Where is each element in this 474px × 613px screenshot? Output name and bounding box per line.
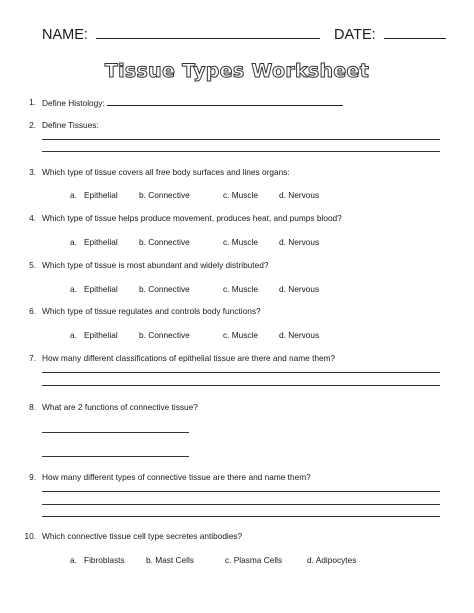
option-d[interactable]: d. Nervous bbox=[279, 190, 320, 200]
date-label: DATE: bbox=[334, 27, 376, 43]
option-a-letter[interactable]: a. bbox=[70, 330, 77, 340]
option-a-letter[interactable]: a. bbox=[70, 555, 77, 565]
option-a-letter[interactable]: a. bbox=[70, 237, 77, 247]
name-label: NAME: bbox=[42, 27, 88, 43]
question-number: 9. bbox=[29, 472, 36, 482]
question-text: Which type of tissue covers all free body surfaces and lines organs: bbox=[42, 167, 290, 177]
option-c[interactable]: c. Plasma Cells bbox=[225, 555, 283, 565]
question-number: 10. bbox=[24, 531, 36, 541]
option-a-letter[interactable]: a. bbox=[70, 190, 77, 200]
question-text: Define Histology: bbox=[42, 98, 105, 108]
question-text: How many different types of connective tissue are there and name them? bbox=[42, 472, 311, 482]
option-a[interactable]: Epithelial bbox=[84, 330, 118, 340]
answer-line[interactable] bbox=[107, 97, 343, 106]
question-text: Define Tissues: bbox=[42, 120, 99, 130]
answer-line[interactable] bbox=[42, 432, 189, 433]
option-a[interactable]: Epithelial bbox=[84, 237, 118, 247]
question-number: 4. bbox=[29, 213, 36, 223]
option-a[interactable]: Epithelial bbox=[84, 284, 118, 294]
option-a[interactable]: Fibroblasts bbox=[84, 555, 125, 565]
option-d[interactable]: d. Nervous bbox=[279, 284, 320, 294]
answer-line[interactable] bbox=[42, 516, 440, 517]
date-field[interactable] bbox=[384, 27, 446, 39]
answer-line[interactable] bbox=[42, 385, 440, 386]
question-text: Which connective tissue cell type secretes antibodies? bbox=[42, 531, 243, 541]
option-d[interactable]: d. Adipocytes bbox=[307, 555, 357, 565]
option-b[interactable]: b. Connective bbox=[139, 190, 190, 200]
option-b[interactable]: b. Connective bbox=[139, 237, 190, 247]
option-b[interactable]: b. Mast Cells bbox=[146, 555, 194, 565]
answer-line[interactable] bbox=[42, 139, 440, 140]
answer-line[interactable] bbox=[42, 151, 440, 152]
option-b[interactable]: b. Connective bbox=[139, 330, 190, 340]
question-number: 7. bbox=[29, 353, 36, 363]
option-c[interactable]: c. Muscle bbox=[223, 190, 259, 200]
name-field[interactable] bbox=[96, 27, 320, 39]
question-number: 3. bbox=[29, 167, 36, 177]
question-number: 8. bbox=[29, 402, 36, 412]
worksheet-title: Tissue Types Worksheet bbox=[104, 60, 370, 82]
question-number: 5. bbox=[29, 260, 36, 270]
option-c[interactable]: c. Muscle bbox=[223, 237, 259, 247]
option-d[interactable]: d. Nervous bbox=[279, 237, 320, 247]
question-text: What are 2 functions of connective tissue? bbox=[42, 402, 198, 412]
option-a[interactable]: Epithelial bbox=[84, 190, 118, 200]
option-b[interactable]: b. Connective bbox=[139, 284, 190, 294]
answer-line[interactable] bbox=[42, 504, 440, 505]
answer-line[interactable] bbox=[42, 372, 440, 373]
answer-line[interactable] bbox=[42, 491, 440, 492]
header bbox=[42, 27, 446, 43]
answer-line[interactable] bbox=[42, 456, 189, 457]
question-text: How many different classifications of epithelial tissue are there and name them? bbox=[42, 353, 336, 363]
question-number: 6. bbox=[29, 306, 36, 316]
question-text: Which type of tissue helps produce movement, produces heat, and pumps blood? bbox=[42, 213, 342, 223]
option-a-letter[interactable]: a. bbox=[70, 284, 77, 294]
option-c[interactable]: c. Muscle bbox=[223, 330, 259, 340]
question-number: 2. bbox=[29, 120, 36, 130]
option-d[interactable]: d. Nervous bbox=[279, 330, 320, 340]
option-c[interactable]: c. Muscle bbox=[223, 284, 259, 294]
question-text: Which type of tissue is most abundant and widely distributed? bbox=[42, 260, 269, 270]
question-number: 1. bbox=[29, 97, 36, 107]
question-text: Which type of tissue regulates and controls body functions? bbox=[42, 306, 261, 316]
